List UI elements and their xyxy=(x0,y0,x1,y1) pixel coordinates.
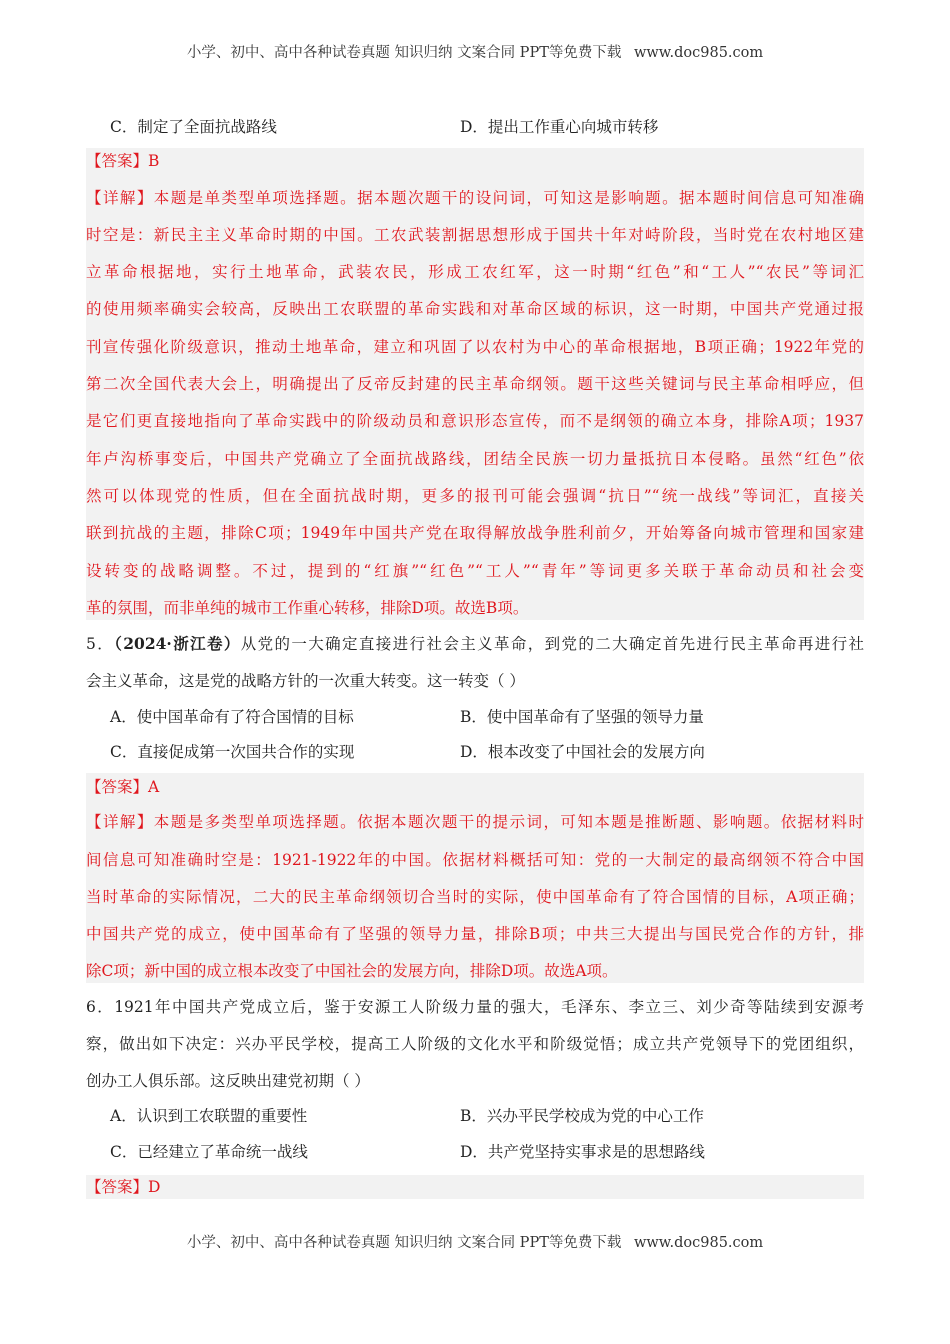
q5-stem-line xyxy=(86,634,864,654)
page-header xyxy=(0,41,950,62)
header-text: 小学、初中、高中各种试卷真题 知识归纳 文案合同 PPT等免费下载 xyxy=(186,45,622,61)
answer-tag: 【答案】 xyxy=(86,1178,149,1196)
detail-tag: 【详解】 xyxy=(86,813,154,831)
q6-answer xyxy=(86,1177,864,1197)
q5-detail-line: 间信息可知准确时空是：1921-1922年的中国。依据材料概括可知：党的一大制定的最高纲领不符合中国 xyxy=(86,851,864,869)
q5-option-b: B．使中国革命有了坚强的领导力量 xyxy=(460,708,704,726)
q4-detail-line: 立革命根据地，实行土地革命，武装农民，形成工农红军，这一时期“红色”和“工人”“农民”等词汇 xyxy=(86,263,864,281)
q4-detail-line: 第二次全国代表大会上，明确提出了反帝反封建的民主革命纲领。题干这些关键词与民主革命相呼应，但 xyxy=(86,375,864,393)
q5-detail-line: 除C项；新中国的成立根本改变了中国社会的发展方向，排除D项。故选A项。 xyxy=(86,962,618,980)
stem-text: 从党的一大确定直接进行社会主义革命，到党的二大确定首先进行民主革命再进行社 xyxy=(240,635,864,653)
q6-option-c: C．已经建立了革命统一战线 xyxy=(110,1143,308,1161)
q6-stem-line: 6．1921年中国共产党成立后，鉴于安源工人阶级力量的强大，毛泽东、李立三、刘少奇等陆续到安源考 xyxy=(86,998,864,1016)
answer-tag: 【答案】 xyxy=(86,778,149,796)
q5-answer-box xyxy=(86,773,864,983)
q6-option-d: D．共产党坚持实事求是的思想路线 xyxy=(460,1143,705,1161)
q5-option-d: D．根本改变了中国社会的发展方向 xyxy=(460,743,705,761)
q5-detail-line xyxy=(86,812,864,832)
q6-option-b: B．兴办平民学校成为党的中心工作 xyxy=(460,1107,704,1125)
q4-detail-line: 是它们更直接地指向了革命实践中的阶级动员和意识形态宣传，而不是纲领的确立本身，排除A项；1937 xyxy=(86,412,864,430)
q6-option-a: A．认识到工农联盟的重要性 xyxy=(110,1107,308,1125)
q4-detail-line: 的使用频率确实会较高，反映出工农联盟的革命实践和对革命区域的标识，这一时期，中国共产党通过报 xyxy=(86,300,864,318)
q5-option-a: A．使中国革命有了符合国情的目标 xyxy=(110,708,354,726)
q4-option-c: C．制定了全面抗战路线 xyxy=(110,118,277,136)
q5-detail-line: 当时革命的实际情况，二大的民主革命纲领切合当时的实际，使中国革命有了符合国情的目标，A项正确； xyxy=(86,888,864,906)
q5-option-c: C．直接促成第一次国共合作的实现 xyxy=(110,743,355,761)
answer-value: B xyxy=(148,152,160,170)
q5-answer xyxy=(86,777,864,797)
q4-detail-line: 联到抗战的主题，排除C项；1949年中国共产党在取得解放战争胜利前夕，开始筹备向城市管理和国家建 xyxy=(86,524,864,542)
answer-value: A xyxy=(148,778,160,796)
detail-text: 本题是多类型单项选择题。依据本题次题干的提示词，可知本题是推断题、影响题。依据材料时 xyxy=(153,813,864,831)
q4-detail-line: 刊宣传强化阶级意识，推动土地革命，建立和巩固了以农村为中心的革命根据地，B项正确；1922年党的 xyxy=(86,338,864,356)
answer-tag: 【答案】 xyxy=(86,152,149,170)
footer-text: 小学、初中、高中各种试卷真题 知识归纳 文案合同 PPT等免费下载 xyxy=(186,1235,622,1251)
question-source: （2024·浙江卷） xyxy=(114,634,241,653)
q4-detail-line xyxy=(86,188,864,208)
q4-answer xyxy=(86,151,864,171)
q6-stem-line: 创办工人俱乐部。这反映出建党初期（ ） xyxy=(86,1072,370,1090)
q4-detail-line: 然可以体现党的性质，但在全面抗战时期，更多的报刊可能会强调“抗日”“统一战线”等词汇，直接关 xyxy=(86,487,864,505)
header-link[interactable]: www.doc985.com xyxy=(633,45,764,61)
q4-option-d: D．提出工作重心向城市转移 xyxy=(460,118,659,136)
page-footer xyxy=(0,1231,950,1252)
footer-link[interactable]: www.doc985.com xyxy=(633,1235,764,1251)
answer-value: D xyxy=(148,1178,161,1196)
q4-detail-line: 设转变的战略调整。不过，提到的“红旗”“红色”“工人”“青年”等词更多关联于革命动员和社会变 xyxy=(86,562,864,580)
detail-tag: 【详解】 xyxy=(86,189,154,207)
q5-detail-line: 中国共产党的成立，使中国革命有了坚强的领导力量，排除B项；中共三大提出与国民党合作的方针，排 xyxy=(86,925,864,943)
question-number: 5． xyxy=(86,635,115,653)
q4-detail-line: 年卢沟桥事变后，中国共产党确立了全面抗战路线，团结全民族一切力量抵抗日本侵略。虽然“红色”依 xyxy=(86,450,864,468)
detail-text: 本题是单类型单项选择题。据本题次题干的设问词，可知这是影响题。据本题时间信息可知准确 xyxy=(153,189,864,207)
q4-detail-line: 革的氛围，而非单纯的城市工作重心转移，排除D项。故选B项。 xyxy=(86,599,529,617)
q4-detail-line: 时空是：新民主主义革命时期的中国。工农武装割据思想形成于国共十年对峙阶段，当时党在农村地区建 xyxy=(86,226,864,244)
q6-stem-line: 察，做出如下决定：兴办平民学校，提高工人阶级的文化水平和阶级觉悟；成立共产党领导下的党团组织， xyxy=(86,1035,864,1053)
q5-stem-line: 会主义革命，这是党的战略方针的一次重大转变。这一转变（ ） xyxy=(86,672,525,690)
